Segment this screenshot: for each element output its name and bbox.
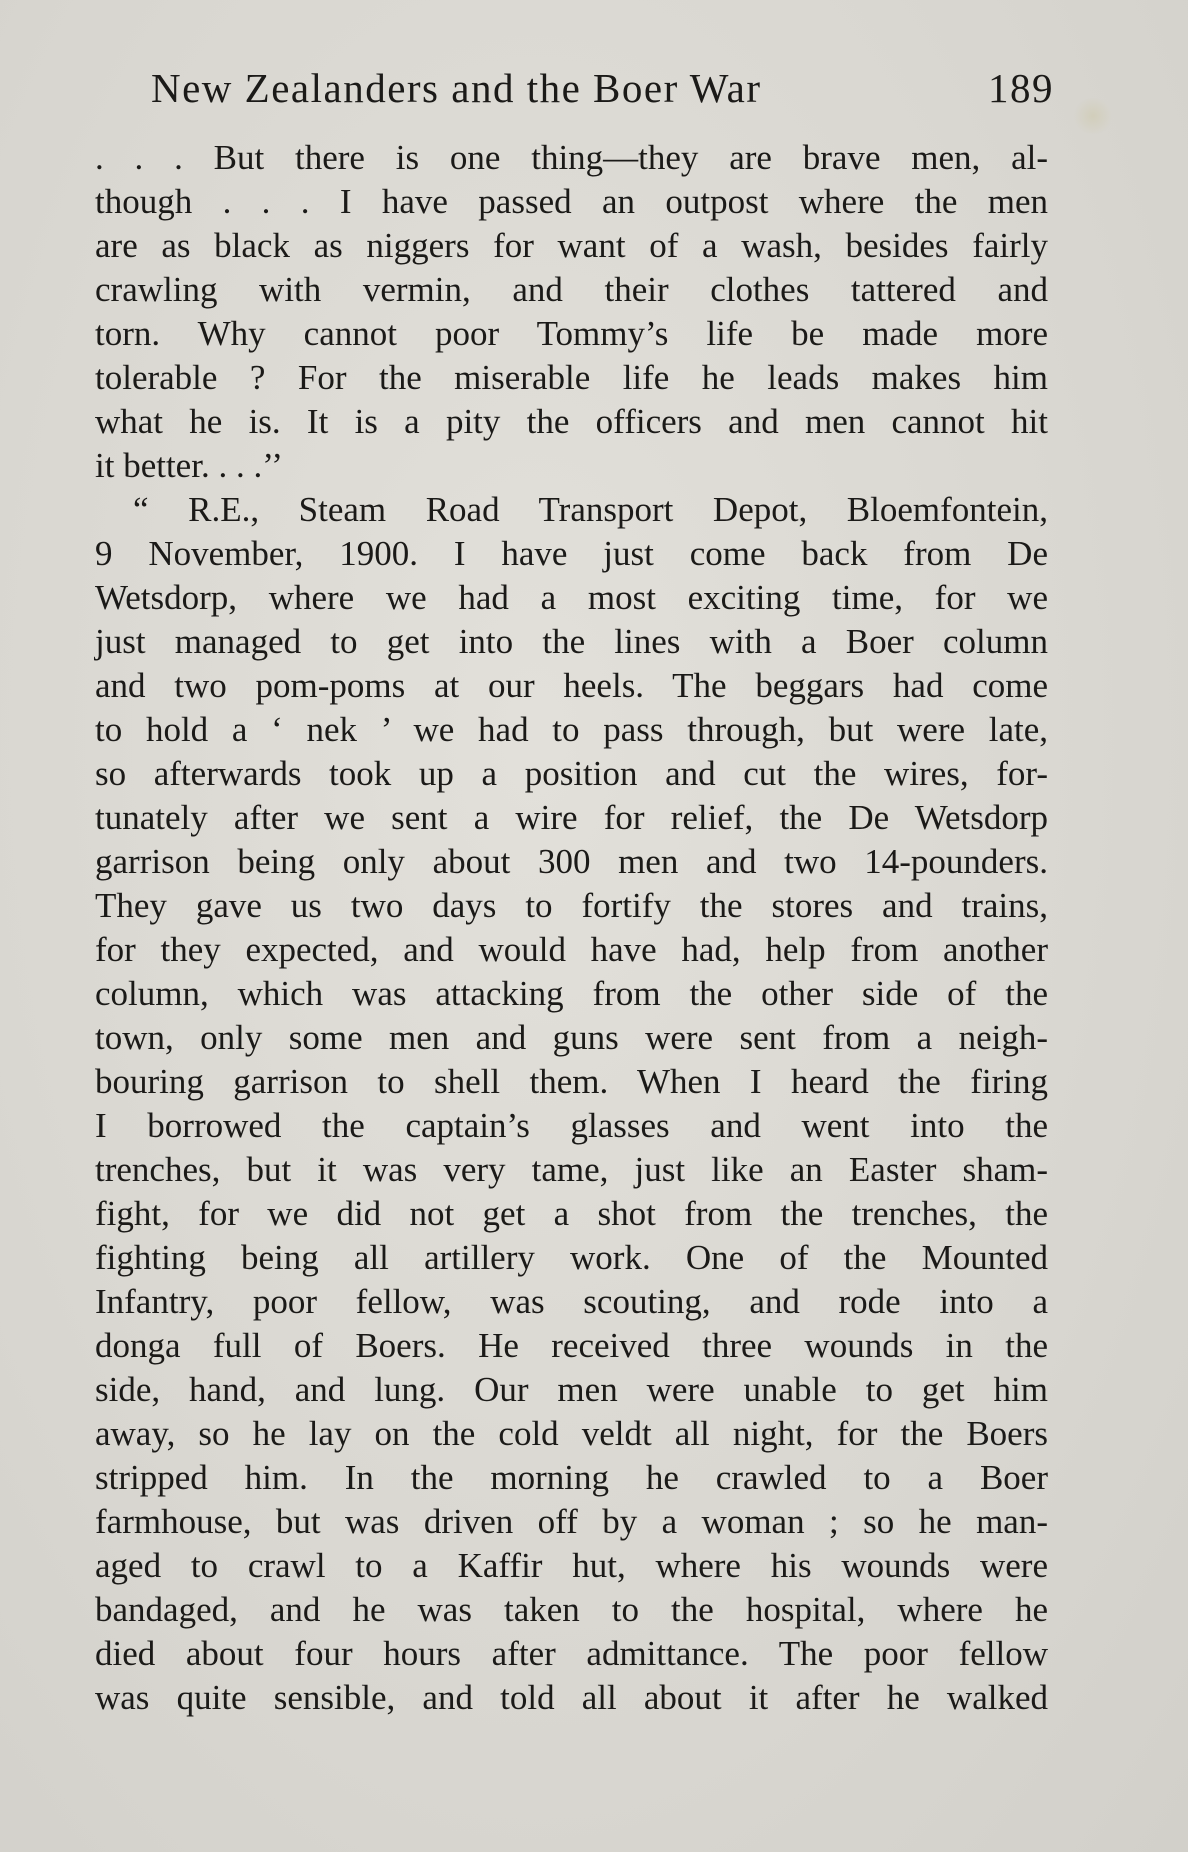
text-line: are as black as niggers for want of a wash, besides fairly — [95, 226, 1048, 265]
paper-stain — [1072, 98, 1114, 134]
text-line: town, only some men and guns were sent from a neigh- — [95, 1018, 1048, 1057]
text-line: for they expected, and would have had, help from another — [95, 930, 1048, 969]
text-line: to hold a ‘ nek ’ we had to pass through, but were late, — [95, 710, 1048, 749]
body-text — [95, 136, 1048, 1720]
text-line: trenches, but it was very tame, just like an Easter sham- — [95, 1150, 1048, 1189]
text-line: away, so he lay on the cold veldt all night, for the Boers — [95, 1414, 1048, 1453]
text-line: side, hand, and lung. Our men were unable to get him — [95, 1370, 1048, 1409]
text-line: donga full of Boers. He received three wounds in the — [95, 1326, 1048, 1365]
text-line: aged to crawl to a Kaffir hut, where his wounds were — [95, 1546, 1048, 1585]
text-line: bandaged, and he was taken to the hospital, where he — [95, 1590, 1048, 1629]
text-line: crawling with vermin, and their clothes tattered and — [95, 270, 1048, 309]
text-line: torn. Why cannot poor Tommy’s life be made more — [95, 314, 1048, 353]
page-number: 189 — [988, 65, 1054, 111]
text-line: died about four hours after admittance. The poor fellow — [95, 1634, 1048, 1673]
paragraph-start-line: “ R.E., Steam Road Transport Depot, Bloemfontein, — [133, 490, 1048, 529]
text-line: fight, for we did not get a shot from the trenches, the — [95, 1194, 1048, 1233]
text-line: stripped him. In the morning he crawled to a Boer — [95, 1458, 1048, 1497]
text-line: tunately after we sent a wire for relief, the De Wetsdorp — [95, 798, 1048, 837]
text-line: . . . But there is one thing—they are brave men, al- — [95, 138, 1048, 177]
text-line: just managed to get into the lines with a Boer column — [95, 622, 1048, 661]
text-line: was quite sensible, and told all about it after he walked — [95, 1678, 1048, 1717]
text-line: farmhouse, but was driven off by a woman ; so he man- — [95, 1502, 1048, 1541]
text-line: garrison being only about 300 men and two 14-pounders. — [95, 842, 1048, 881]
text-line: so afterwards took up a position and cut the wires, for- — [95, 754, 1048, 793]
text-line: it better. . . .’’ — [95, 446, 283, 485]
text-line: They gave us two days to fortify the stores and trains, — [95, 886, 1048, 925]
text-line: Wetsdorp, where we had a most exciting time, for we — [95, 578, 1048, 617]
text-line: Infantry, poor fellow, was scouting, and rode into a — [95, 1282, 1048, 1321]
text-line: though . . . I have passed an outpost where the men — [95, 182, 1048, 221]
text-line: fighting being all artillery work. One of the Mounted — [95, 1238, 1048, 1277]
text-line: column, which was attacking from the other side of the — [95, 974, 1048, 1013]
text-line: and two pom-poms at our heels. The beggars had come — [95, 666, 1048, 705]
text-line: I borrowed the captain’s glasses and went into the — [95, 1106, 1048, 1145]
text-line: tolerable ? For the miserable life he leads makes him — [95, 358, 1048, 397]
text-line: 9 November, 1900. I have just come back from De — [95, 534, 1048, 573]
text-line: bouring garrison to shell them. When I heard the firing — [95, 1062, 1048, 1101]
text-line: what he is. It is a pity the officers and men cannot hit — [95, 402, 1048, 441]
running-header — [151, 58, 1054, 118]
running-title: New Zealanders and the Boer War — [151, 65, 762, 111]
